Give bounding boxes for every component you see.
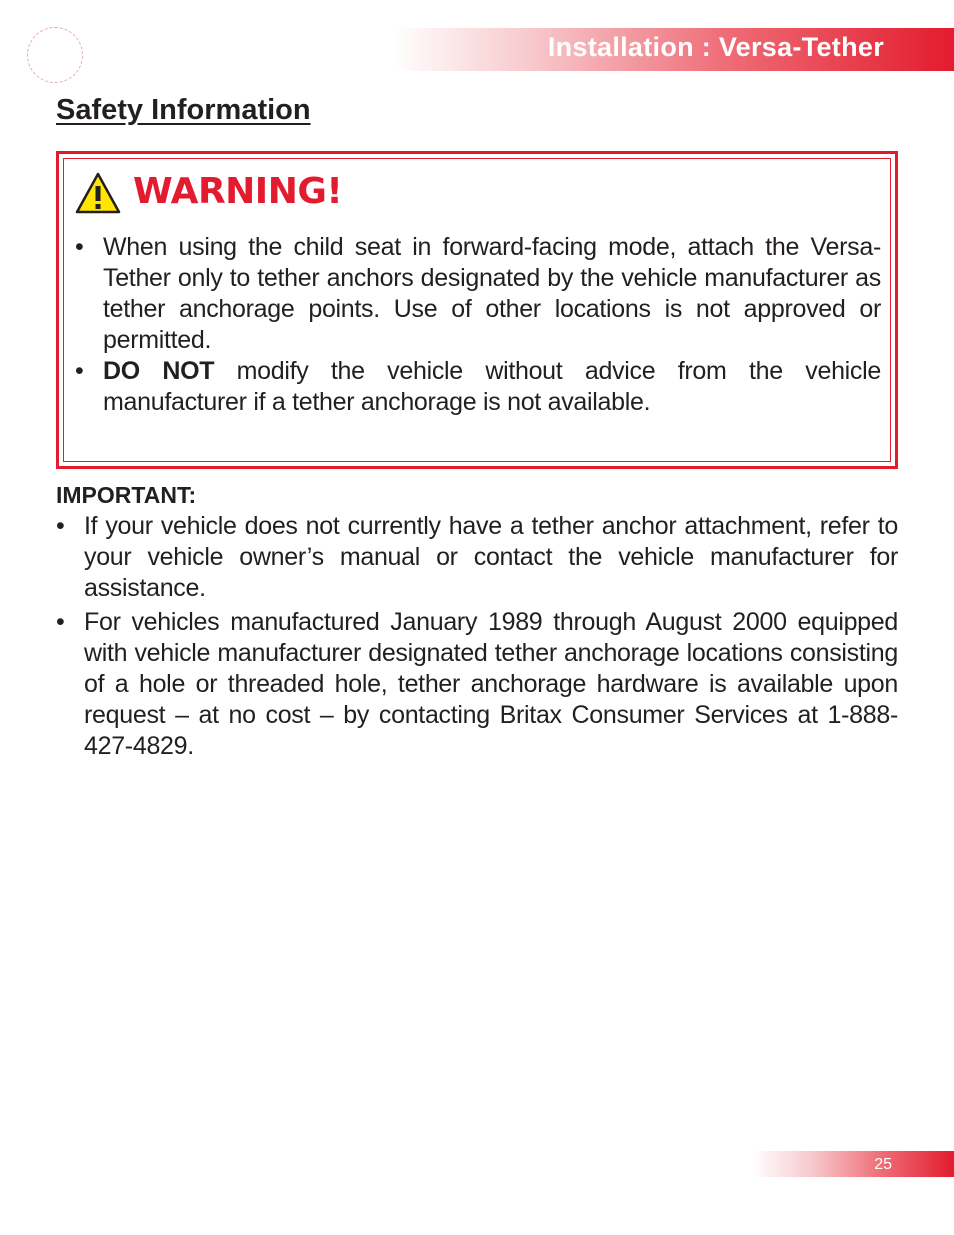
footer-bar (752, 1151, 954, 1177)
important-item-text: If your vehicle does not currently have a tether anchor attachment, refer to your vehicle owner’s manual or contact the vehicle manufacturer for assistance. (84, 512, 898, 602)
warning-item (75, 356, 881, 418)
warning-title: WARNING! (133, 171, 343, 212)
important-heading: IMPORTANT: (56, 482, 197, 508)
section-title: Safety Information (56, 94, 311, 126)
warning-box (56, 151, 898, 469)
important-item-text: For vehicles manufactured January 1989 through August 2000 equipped with vehicle manufacturer designated tether anchorage locations consisting of a hole or threaded hole, tether anchorage hardware is available upon request – at no cost – by contacting Britax Consumer Services at 1-888-427-4829. (84, 608, 898, 760)
warning-triangle-icon (74, 171, 122, 215)
registration-mark (27, 27, 83, 83)
warning-item-text: When using the child seat in forward-facing mode, attach the Versa-Tether only to tether anchors designated by the vehicle manufacturer as tether anchorage points. Use of other locations is not approved or permitted. (103, 233, 881, 354)
important-item (56, 511, 898, 604)
bullet-dot: • (56, 608, 65, 636)
important-item (56, 607, 898, 762)
header-title: Installation : Versa-Tether (547, 32, 884, 62)
warning-item-lead: DO NOT (103, 357, 215, 385)
important-section (56, 480, 898, 762)
warning-list (75, 232, 881, 418)
bullet-dot: • (75, 357, 84, 385)
header-bar (392, 28, 954, 71)
page-number: 25 (874, 1156, 892, 1173)
warning-item-text: modify the vehicle without advice from the vehicle manufacturer if a tether anchorage is not available. (103, 357, 881, 416)
bullet-dot: • (56, 512, 65, 540)
warning-item (75, 232, 881, 356)
important-list (56, 511, 898, 762)
bullet-dot: • (75, 233, 84, 261)
